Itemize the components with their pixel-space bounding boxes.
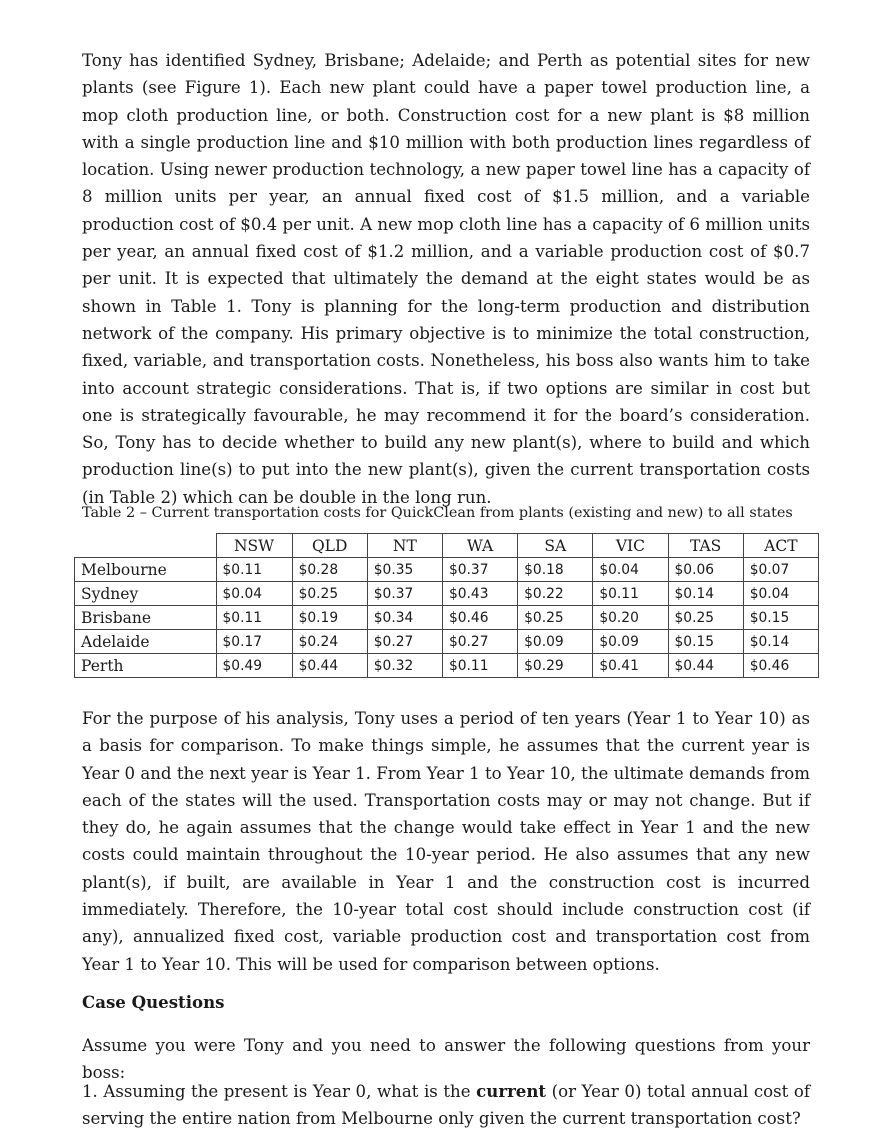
table-cell: $0.11 xyxy=(442,654,517,678)
question-1 xyxy=(82,1078,810,1133)
table-cell: $0.09 xyxy=(518,630,593,654)
row-header: Perth xyxy=(75,654,217,678)
table-caption: Table 2 – Current transportation costs for QuickClean from plants (existing and new) to all states xyxy=(82,505,793,521)
table-cell: $0.07 xyxy=(743,558,818,582)
table-cell: $0.14 xyxy=(743,630,818,654)
table-cell: $0.09 xyxy=(593,630,668,654)
col-header: WA xyxy=(442,534,517,558)
table-cell: $0.18 xyxy=(518,558,593,582)
table-cell: $0.34 xyxy=(367,606,442,630)
col-header: ACT xyxy=(743,534,818,558)
table-cell: $0.44 xyxy=(292,654,367,678)
col-header: SA xyxy=(518,534,593,558)
table-cell: $0.25 xyxy=(292,582,367,606)
table-cell: $0.11 xyxy=(216,606,292,630)
table-cell: $0.04 xyxy=(216,582,292,606)
table-cell: $0.49 xyxy=(216,654,292,678)
table-cell: $0.17 xyxy=(216,630,292,654)
table-cell: $0.27 xyxy=(367,630,442,654)
table-cell: $0.32 xyxy=(367,654,442,678)
table-row xyxy=(75,630,819,654)
transport-cost-table xyxy=(74,533,819,678)
table-cell: $0.25 xyxy=(518,606,593,630)
table-cell: $0.06 xyxy=(668,558,743,582)
question-1-text-start: 1. Assuming the present is Year 0, what is the xyxy=(82,1082,477,1101)
table-cell: $0.15 xyxy=(743,606,818,630)
table-cell: $0.20 xyxy=(593,606,668,630)
row-header: Adelaide xyxy=(75,630,217,654)
table-cell: $0.29 xyxy=(518,654,593,678)
table-cell: $0.44 xyxy=(668,654,743,678)
col-header: VIC xyxy=(593,534,668,558)
table-cell: $0.11 xyxy=(216,558,292,582)
question-1-emphasis: current xyxy=(476,1081,547,1101)
table-cell: $0.04 xyxy=(593,558,668,582)
col-header: TAS xyxy=(668,534,743,558)
table-cell: $0.04 xyxy=(743,582,818,606)
table-cell: $0.35 xyxy=(367,558,442,582)
table-header-row xyxy=(75,534,819,558)
table-cell: $0.46 xyxy=(442,606,517,630)
case-intro-paragraph: Assume you were Tony and you need to answer the following questions from your boss: xyxy=(82,1036,810,1083)
table-cell: $0.25 xyxy=(668,606,743,630)
case-questions-heading: Case Questions xyxy=(82,992,225,1012)
col-header: NT xyxy=(367,534,442,558)
analysis-paragraph: For the purpose of his analysis, Tony uses a period of ten years (Year 1 to Year 10) as a basis for comparison. To make things simple, he assumes that the current year is Year 0 and the next year is Year 1. From Year 1 to Year 10, the ultimate demands from each of the states will the used. Transportation costs may or may not change. But if they do, he again assumes that the change would take effect in Year 1 and the new costs could maintain throughout the 10-year period. He also assumes that any new plant(s), if built, are available in Year 1 and the construction cost is incurred immediately. Therefore, the 10-year total cost should include construction cost (if any), annualized fixed cost, variable production cost and transportation cost from Year 1 to Year 10. This will be used for comparison between options. xyxy=(82,709,810,974)
row-header: Melbourne xyxy=(75,558,217,582)
intro-paragraph: Tony has identified Sydney, Brisbane; Adelaide; and Perth as potential sites for new plants (see Figure 1). Each new plant could have a paper towel production line, a mop cloth production line, or both. Construction cost for a new plant is $8 million with a single production line and $10 million with both production lines regardless of location. Using newer production technology, a new paper towel line has a capacity of 8 million units per year, an annual fixed cost of $1.5 million, and a variable production cost of $0.4 per unit. A new mop cloth line has a capacity of 6 million units per year, an annual fixed cost of $1.2 million, and a variable production cost of $0.7 per unit. It is expected that ultimately the demand at the eight states would be as shown in Table 1. Tony is planning for the long-term production and distribution network of the company. His primary objective is to minimize the total construction, fixed, variable, and transportation costs. Nonetheless, his boss also wants him to take into account strategic considerations. That is, if two options are similar in cost but one is strategically favourable, he may recommend it for the board’s consideration. So, Tony has to decide whether to build any new plant(s), where to build and which production line(s) to put into the new plant(s), given the current transportation costs (in Table 2) which can be double in the long run. xyxy=(82,51,810,507)
row-header: Brisbane xyxy=(75,606,217,630)
table-cell: $0.15 xyxy=(668,630,743,654)
table-cell: $0.28 xyxy=(292,558,367,582)
table-row xyxy=(75,582,819,606)
table-corner-cell xyxy=(75,534,217,558)
table-cell: $0.11 xyxy=(593,582,668,606)
table-cell: $0.22 xyxy=(518,582,593,606)
table-row xyxy=(75,606,819,630)
table-row xyxy=(75,654,819,678)
table-cell: $0.37 xyxy=(367,582,442,606)
table-cell: $0.46 xyxy=(743,654,818,678)
row-header: Sydney xyxy=(75,582,217,606)
table-cell: $0.19 xyxy=(292,606,367,630)
table-cell: $0.27 xyxy=(442,630,517,654)
table-cell: $0.37 xyxy=(442,558,517,582)
table-cell: $0.41 xyxy=(593,654,668,678)
col-header: QLD xyxy=(292,534,367,558)
table-cell: $0.43 xyxy=(442,582,517,606)
table-row xyxy=(75,558,819,582)
col-header: NSW xyxy=(216,534,292,558)
table-cell: $0.14 xyxy=(668,582,743,606)
question-1-text-end: (or Year 0) total annual cost of serving the entire nation from Melbourne only given the current transportation cost? xyxy=(82,1082,811,1129)
table-cell: $0.24 xyxy=(292,630,367,654)
